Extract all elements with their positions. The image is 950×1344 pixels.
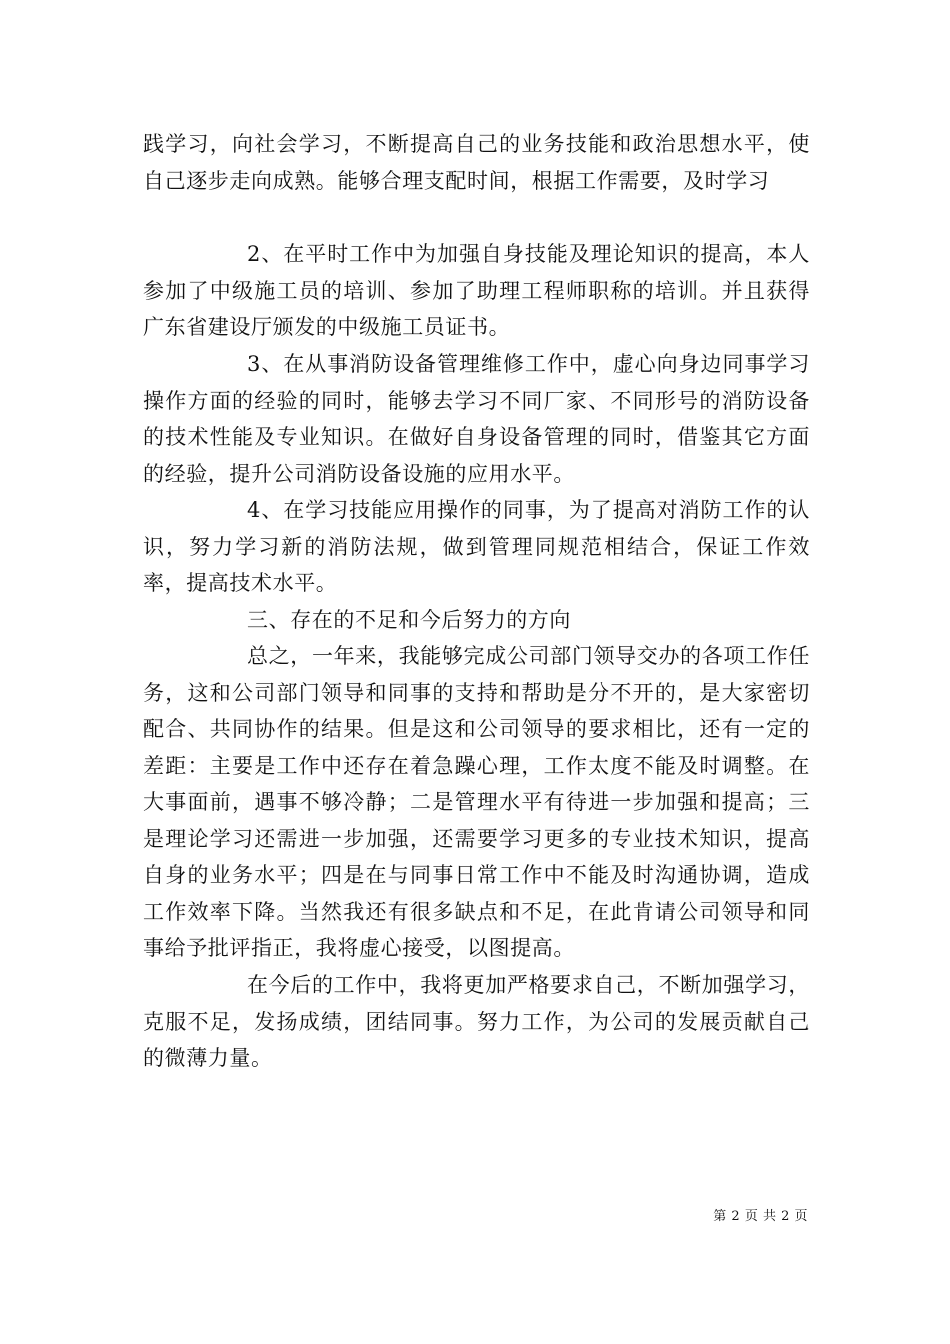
paragraph-item-4: 4、在学习技能应用操作的同事，为了提高对消防工作的认识，努力学习新的消防法规，做到管理同规范相结合，保证工作效率，提高技术水平。 xyxy=(143,498,810,595)
paragraph-closing: 在今后的工作中，我将更加严格要求自己，不断加强学习，克服不足，发扬成绩，团结同事。努力工作，为公司的发展贡献自己的微薄力量。 xyxy=(143,973,810,1070)
paragraph-summary: 总之，一年来，我能够完成公司部门领导交办的各项工作任务，这和公司部门领导和同事的支持和帮助是分不开的，是大家密切配合、共同协作的结果。但是这和公司领导的要求相比，还有一定的差距：主要是工作中还存在着急躁心理，工作太度不能及时调整。在大事面前，遇事不够冷静；二是管理水平有待进一步加强和提高；三是理论学习还需进一步加强，还需要学习更多的专业技术知识，提高自身的业务水平；四是在与同事日常工作中不能及时沟通协调，造成工作效率下降。当然我还有很多缺点和不足，在此肯请公司领导和同事给予批评指正，我将虚心接受，以图提高。 xyxy=(143,644,810,960)
page-number-footer: 第 2 页 共 2 页 xyxy=(713,1209,808,1224)
paragraph-item-2: 2、在平时工作中为加强自身技能及理论知识的提高，本人参加了中级施工员的培训、参加了助理工程师职称的培训。并且获得广东省建设厅颁发的中级施工员证书。 xyxy=(143,242,810,339)
section-heading: 三、存在的不足和今后努力的方向 xyxy=(247,608,571,632)
paragraph-continuation: 践学习，向社会学习，不断提高自己的业务技能和政治思想水平，使自己逐步走向成熟。能够合理支配时间，根据工作需要，及时学习 xyxy=(143,132,810,193)
paragraph-item-3: 3、在从事消防设备管理维修工作中，虚心向身边同事学习操作方面的经验的同时，能够去学习不同厂家、不同形号的消防设备的技术性能及专业知识。在做好自身设备管理的同时，借鉴其它方面的经验，提升公司消防设备设施的应用水平。 xyxy=(143,352,810,486)
